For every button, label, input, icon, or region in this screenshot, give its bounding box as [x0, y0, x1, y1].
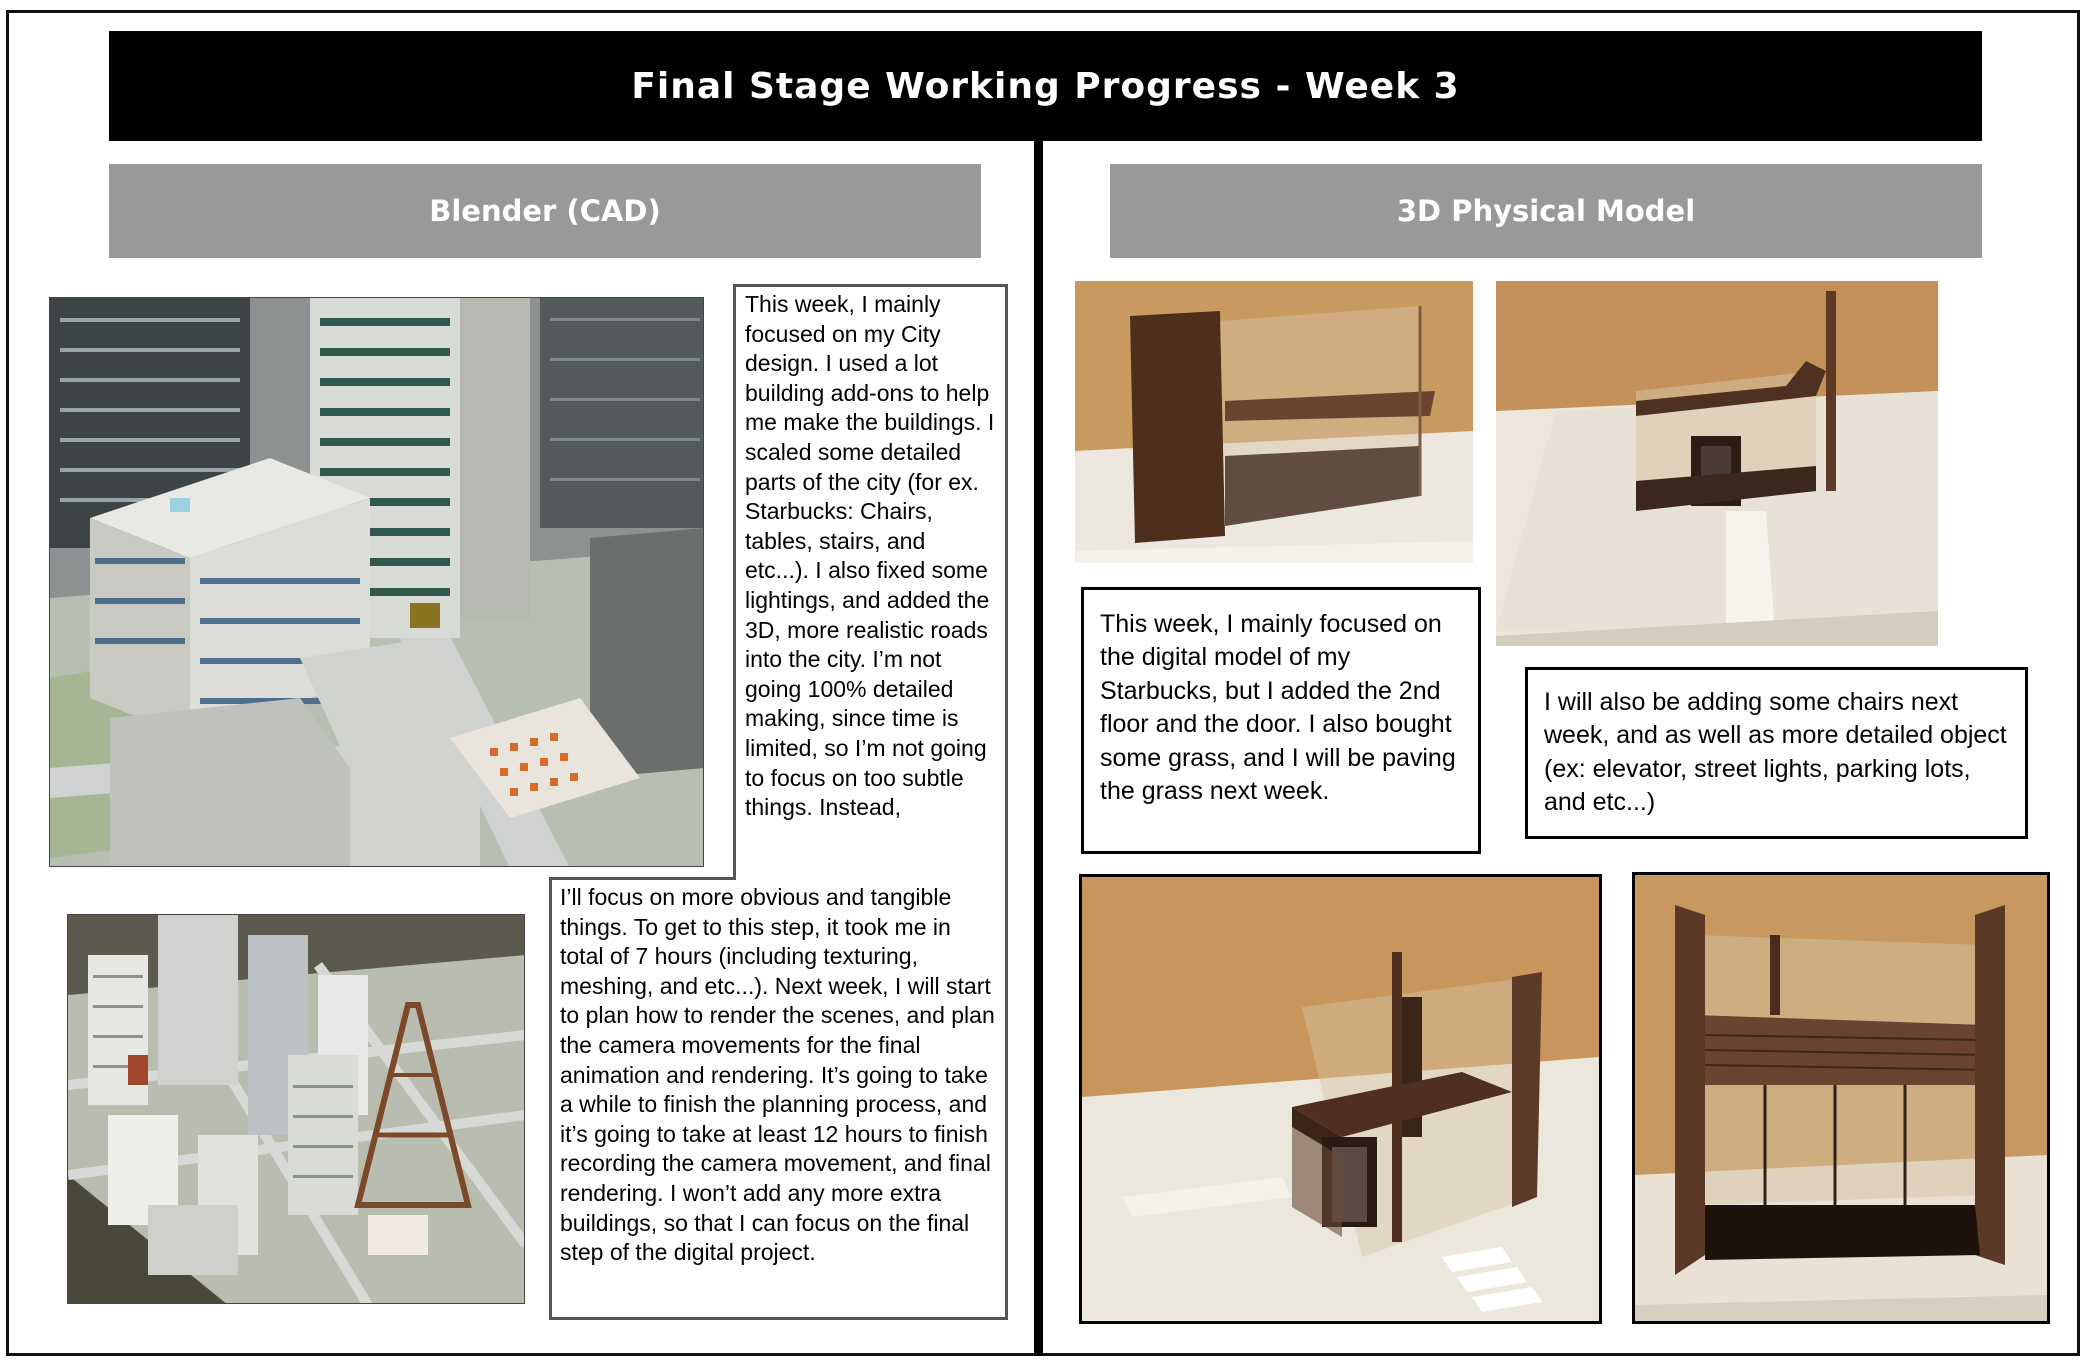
physical-model-section-heading: 3D Physical Model — [1110, 164, 1982, 258]
physical-model-description-1: This week, I mainly focused on the digital model of my Starbucks, but I added the 2nd floor and the door. I also bought some grass, and I will be paving the grass next week. — [1081, 587, 1481, 854]
blender-city-render-1 — [49, 297, 704, 867]
blender-city-render-2 — [67, 914, 525, 1304]
physical-model-description-2: I will also be adding some chairs next week, and as well as more detailed object (ex: elevator, street lights, parking lots, and etc...) — [1525, 667, 2028, 839]
physical-model-photo-2 — [1496, 281, 1938, 646]
blender-description-part1: This week, I mainly focused on my City design. I used a lot building add-ons to help me make the buildings. I scaled some detailed parts of the city (for ex. Starbucks: Chairs, tables, stairs, and etc...). I also fixed some lightings, and added the 3D, more realistic roads into the city. I’m not going 100% detailed making, since time is limited, so I’m not going to focus on too subtle things. Instead, — [745, 291, 995, 821]
physical-model-photo-1 — [1075, 281, 1473, 563]
blender-text-box-step — [549, 877, 736, 880]
column-divider — [1034, 141, 1043, 1356]
blender-text-box-step-edge — [733, 860, 736, 880]
physical-model-photo-3 — [1079, 874, 1602, 1324]
blender-section-heading: Blender (CAD) — [109, 164, 981, 258]
page-title: Final Stage Working Progress - Week 3 — [109, 31, 1982, 141]
blender-description-part2: I’ll focus on more obvious and tangible things. To get to this step, it took me in total of 7 hours (including texturing, meshing, and etc...). Next week, I will start to plan how to render the scenes, and plan the camera movements for the final animation and rendering. It’s going to take a while to finish the planning process, and it’s going to take at least 12 hours to finish recording the camera movement, and final rendering. I won’t add any more extra buildings, so that I can focus on the final step of the digital project. — [560, 884, 995, 1266]
physical-model-photo-4 — [1632, 872, 2050, 1324]
